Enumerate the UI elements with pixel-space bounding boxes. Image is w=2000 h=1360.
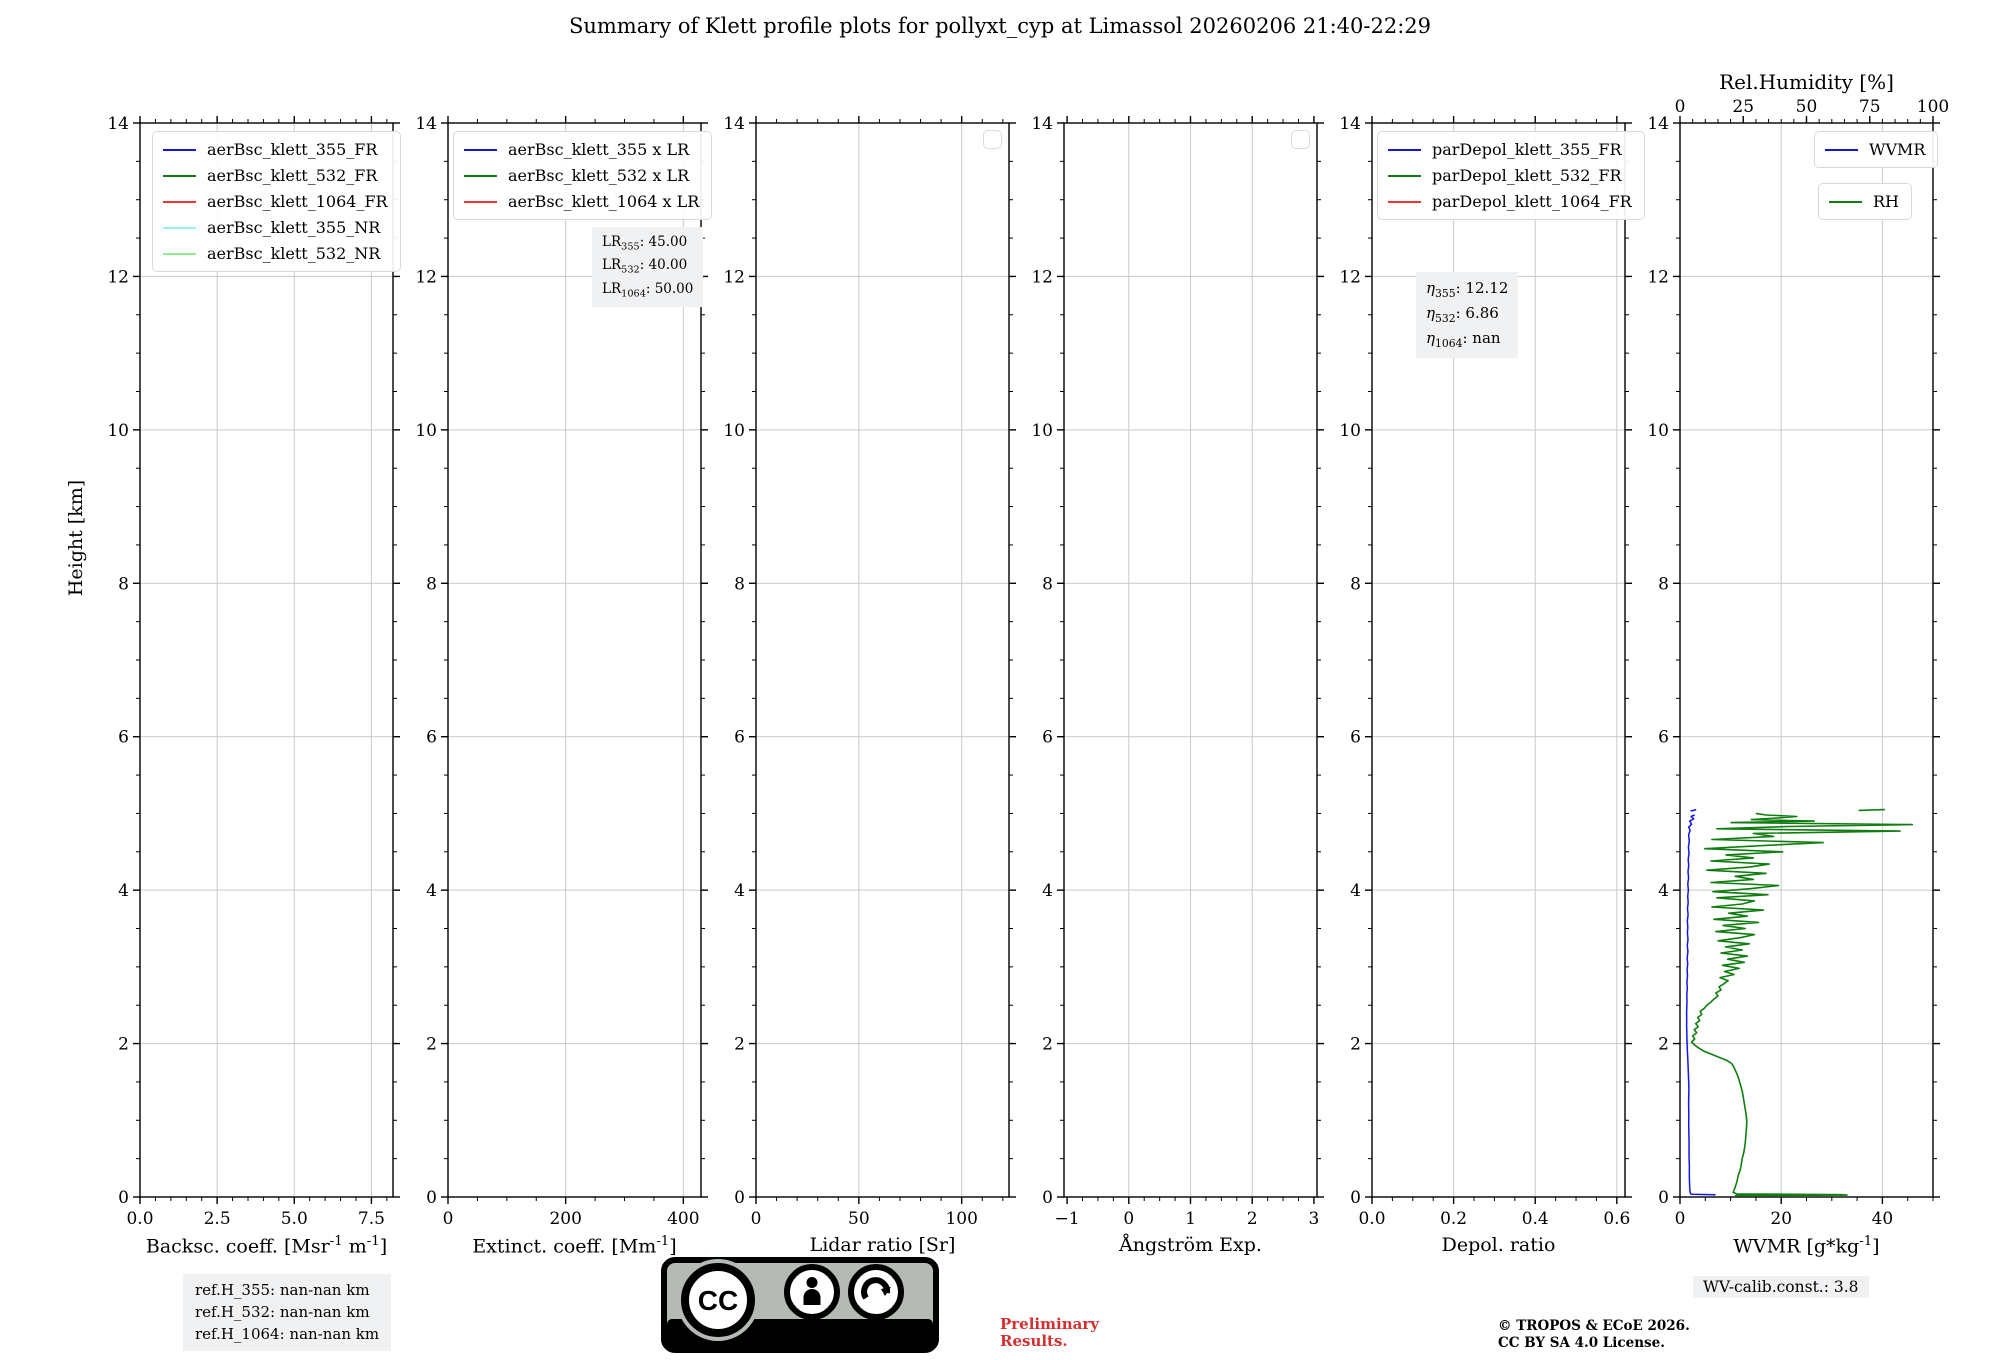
legend-label: aerBsc_klett_532_NR xyxy=(207,244,381,263)
sa-label: SA xyxy=(860,1322,892,1347)
svg-text:6: 6 xyxy=(118,727,129,748)
legend-line-swatch xyxy=(464,149,497,151)
svg-text:40: 40 xyxy=(1871,1209,1894,1229)
svg-text:0: 0 xyxy=(1042,1188,1053,1208)
rh-line-detached xyxy=(1859,810,1885,811)
legend-depol xyxy=(1377,131,1645,220)
svg-text:0: 0 xyxy=(734,1188,745,1208)
legend-label: aerBsc_klett_355_FR xyxy=(207,140,378,159)
empty-legend-box-lidar-ratio xyxy=(983,130,1002,149)
svg-text:8: 8 xyxy=(1042,574,1053,595)
xlabel-depol: Depol. ratio xyxy=(1441,1234,1556,1256)
svg-text:6: 6 xyxy=(426,727,437,748)
legend-line-swatch xyxy=(1825,149,1858,151)
svg-text:2: 2 xyxy=(1042,1034,1053,1055)
svg-text:2: 2 xyxy=(118,1034,129,1055)
panel-lidar-ratio xyxy=(723,114,1016,1229)
legend-label: aerBsc_klett_355 x LR xyxy=(508,140,690,159)
svg-text:4: 4 xyxy=(426,881,437,902)
legend-label: aerBsc_klett_1064 x LR xyxy=(508,192,700,211)
legend-label: aerBsc_klett_532 x LR xyxy=(508,166,690,185)
cc-by-sa-badge xyxy=(660,1256,940,1354)
svg-text:75: 75 xyxy=(1858,97,1881,117)
svg-text:14: 14 xyxy=(107,114,129,134)
legend-label: parDepol_klett_355_FR xyxy=(1432,140,1622,159)
svg-text:14: 14 xyxy=(723,114,745,134)
legend-label: parDepol_klett_1064_FR xyxy=(1432,192,1632,211)
wvmr-series-group xyxy=(1687,810,1913,1197)
svg-text:200: 200 xyxy=(549,1209,582,1229)
svg-text:12: 12 xyxy=(723,267,745,288)
svg-text:1: 1 xyxy=(1185,1209,1196,1229)
svg-text:0.0: 0.0 xyxy=(1358,1209,1386,1229)
legend-line-swatch xyxy=(163,227,196,229)
xlabel-ext: Extinct. coeff. $[Mm^{-1}]$ xyxy=(472,1234,677,1258)
legend-line-swatch xyxy=(464,175,497,177)
svg-text:0: 0 xyxy=(426,1188,437,1208)
legend-entry-aerBsc_klett_532 x LR xyxy=(464,165,699,186)
reference-height-annotation xyxy=(183,1274,391,1351)
svg-text:14: 14 xyxy=(1031,114,1053,134)
svg-text:6: 6 xyxy=(1350,727,1361,748)
legend-entry-aerBsc_klett_532_NR xyxy=(163,243,388,264)
annotation-line-532: $LR_{532}$: 40.00 xyxy=(602,257,688,276)
legend-wvmr-WVMR xyxy=(1814,131,1938,168)
legend-entry-WVMR xyxy=(1825,139,1925,160)
svg-text:12: 12 xyxy=(415,267,437,288)
legend-entry-aerBsc_klett_355 x LR xyxy=(464,139,699,160)
preliminary-line-2: Results. xyxy=(1000,1332,1068,1351)
y-axis-label: Height [km] xyxy=(65,479,87,597)
svg-text:50: 50 xyxy=(848,1209,870,1229)
svg-text:10: 10 xyxy=(1031,420,1053,441)
empty-legend-box-angstrom xyxy=(1291,130,1310,149)
svg-text:0: 0 xyxy=(1674,1209,1686,1229)
legend-wvmr-RH xyxy=(1818,183,1912,220)
xlabel-angstrom: Ångström Exp. xyxy=(1119,1234,1262,1256)
annotation-depol xyxy=(1416,272,1518,358)
svg-text:0.4: 0.4 xyxy=(1521,1209,1549,1229)
svg-text:8: 8 xyxy=(426,574,437,595)
svg-text:12: 12 xyxy=(1031,267,1053,288)
top-axis-label-wvmr: Rel.Humidity [%] xyxy=(1719,70,1894,94)
svg-text:10: 10 xyxy=(1339,420,1361,441)
legend-label: aerBsc_klett_532_FR xyxy=(207,166,378,185)
svg-text:4: 4 xyxy=(1350,881,1361,902)
svg-text:12: 12 xyxy=(1647,267,1669,288)
svg-text:2: 2 xyxy=(1658,1034,1669,1055)
svg-text:−1: −1 xyxy=(1054,1209,1080,1229)
svg-text:6: 6 xyxy=(734,727,745,748)
svg-text:0: 0 xyxy=(1350,1188,1361,1208)
svg-text:4: 4 xyxy=(1042,881,1053,902)
svg-text:7.5: 7.5 xyxy=(357,1209,385,1229)
legend-label: WVMR xyxy=(1869,140,1926,159)
legend-line-swatch xyxy=(163,253,196,255)
legend-line-swatch xyxy=(1829,201,1862,203)
legend-backsc xyxy=(152,131,401,272)
legend-line-swatch xyxy=(163,175,196,177)
svg-text:0.6: 0.6 xyxy=(1603,1209,1631,1229)
svg-text:8: 8 xyxy=(118,574,129,595)
wv-calibration-annotation: WV-calib.const.: 3.8 xyxy=(1693,1276,1869,1298)
svg-text:0: 0 xyxy=(118,1188,129,1208)
svg-text:12: 12 xyxy=(1339,267,1361,288)
svg-text:2: 2 xyxy=(426,1034,437,1055)
legend-entry-aerBsc_klett_532_FR xyxy=(163,165,388,186)
legend-line-swatch xyxy=(1388,201,1421,203)
svg-text:0: 0 xyxy=(1674,97,1686,117)
annotation-ext xyxy=(592,227,703,307)
credit-line-2: CC BY SA 4.0 License. xyxy=(1498,1334,1665,1351)
legend-entry-RH xyxy=(1829,191,1899,212)
svg-text:50: 50 xyxy=(1795,97,1818,117)
svg-text:10: 10 xyxy=(107,420,129,441)
svg-text:25: 25 xyxy=(1732,97,1755,117)
legend-entry-aerBsc_klett_355_FR xyxy=(163,139,388,160)
wvmr-line xyxy=(1687,815,1715,1196)
sa-arrow-icon xyxy=(851,1267,901,1317)
svg-text:0: 0 xyxy=(1658,1188,1669,1208)
annotation-line-355: $\eta_{355}$: 12.12 xyxy=(1426,279,1509,300)
credit-line-1: © TROPOS & ECoE 2026. xyxy=(1498,1318,1690,1334)
refh-1064-text: ref.H_1064: nan-nan km xyxy=(195,1324,380,1343)
svg-text:10: 10 xyxy=(1647,420,1669,441)
xlabel-lidar-ratio: Lidar ratio [Sr] xyxy=(809,1234,956,1256)
svg-text:0.0: 0.0 xyxy=(126,1209,154,1229)
refh-355-text: ref.H_355: nan-nan km xyxy=(195,1281,370,1299)
preliminary-line-1: Preliminary xyxy=(1000,1315,1099,1333)
rh-line xyxy=(1692,813,1913,1196)
svg-text:8: 8 xyxy=(734,574,745,595)
legend-line-swatch xyxy=(163,201,196,203)
figure-title: Summary of Klett profile plots for pollyxt_cyp at Limassol 20260206 21:40-22:29 xyxy=(568,14,1431,38)
svg-text:4: 4 xyxy=(1658,881,1669,902)
svg-text:2: 2 xyxy=(1246,1209,1258,1229)
svg-text:4: 4 xyxy=(118,881,129,902)
preliminary-results-note xyxy=(1000,1316,1099,1351)
svg-text:2.5: 2.5 xyxy=(203,1209,231,1229)
copyright-note xyxy=(1498,1318,1690,1352)
wvmr-line-detached xyxy=(1691,810,1697,812)
svg-text:100: 100 xyxy=(945,1209,978,1229)
legend-entry-parDepol_klett_532_FR xyxy=(1388,165,1632,186)
by-person-head xyxy=(807,1277,818,1288)
svg-text:5.0: 5.0 xyxy=(280,1209,308,1229)
svg-text:8: 8 xyxy=(1350,574,1361,595)
svg-text:14: 14 xyxy=(1647,114,1669,134)
svg-text:6: 6 xyxy=(1042,727,1053,748)
xlabel-wvmr: WVMR $[g*kg^{-1}]$ xyxy=(1733,1234,1880,1258)
annotation-line-1064: $LR_{1064}$: 50.00 xyxy=(602,280,694,300)
svg-text:0: 0 xyxy=(442,1209,454,1229)
svg-text:4: 4 xyxy=(734,881,745,902)
annotation-line-532: $\eta_{532}$: 6.86 xyxy=(1426,304,1499,326)
svg-text:0: 0 xyxy=(1123,1209,1135,1229)
legend-line-swatch xyxy=(464,201,497,203)
svg-text:6: 6 xyxy=(1658,727,1669,748)
svg-text:2: 2 xyxy=(1350,1034,1361,1055)
svg-text:10: 10 xyxy=(723,420,745,441)
svg-text:12: 12 xyxy=(107,267,129,288)
legend-label: parDepol_klett_532_FR xyxy=(1432,166,1622,185)
svg-text:8: 8 xyxy=(1658,574,1669,595)
svg-text:0: 0 xyxy=(750,1209,762,1229)
svg-text:14: 14 xyxy=(415,114,437,134)
svg-text:3: 3 xyxy=(1308,1209,1320,1229)
cc-letters: CC xyxy=(697,1285,739,1316)
legend-label: aerBsc_klett_1064_FR xyxy=(207,192,388,211)
svg-text:20: 20 xyxy=(1770,1209,1793,1229)
legend-line-swatch xyxy=(1388,175,1421,177)
panel-angstrom xyxy=(1031,114,1324,1229)
legend-label: RH xyxy=(1873,192,1899,211)
legend-line-swatch xyxy=(1388,149,1421,151)
svg-text:0.2: 0.2 xyxy=(1440,1209,1468,1229)
legend-ext xyxy=(453,131,712,220)
legend-entry-aerBsc_klett_355_NR xyxy=(163,217,388,238)
xlabel-backsc: Backsc. coeff. [Msr$^{-1}$ $m^{-1}$] xyxy=(145,1234,388,1258)
svg-text:14: 14 xyxy=(1339,114,1361,134)
legend-entry-parDepol_klett_1064_FR xyxy=(1388,191,1632,212)
legend-label: aerBsc_klett_355_NR xyxy=(207,218,381,237)
svg-text:100: 100 xyxy=(1916,97,1950,117)
svg-text:10: 10 xyxy=(415,420,437,441)
legend-entry-aerBsc_klett_1064_FR xyxy=(163,191,388,212)
legend-entry-aerBsc_klett_1064 x LR xyxy=(464,191,699,212)
svg-text:400: 400 xyxy=(667,1209,700,1229)
legend-line-swatch xyxy=(163,149,196,151)
svg-text:2: 2 xyxy=(734,1034,745,1055)
refh-532-text: ref.H_532: nan-nan km xyxy=(195,1302,370,1321)
legend-entry-parDepol_klett_355_FR xyxy=(1388,139,1632,160)
by-label: BY xyxy=(796,1322,828,1347)
annotation-line-1064: $\eta_{1064}$: nan xyxy=(1426,329,1501,351)
panel-backsc xyxy=(107,114,400,1229)
panel-wvmr xyxy=(1647,97,1949,1229)
annotation-line-355: $LR_{355}$: 45.00 xyxy=(602,234,688,253)
